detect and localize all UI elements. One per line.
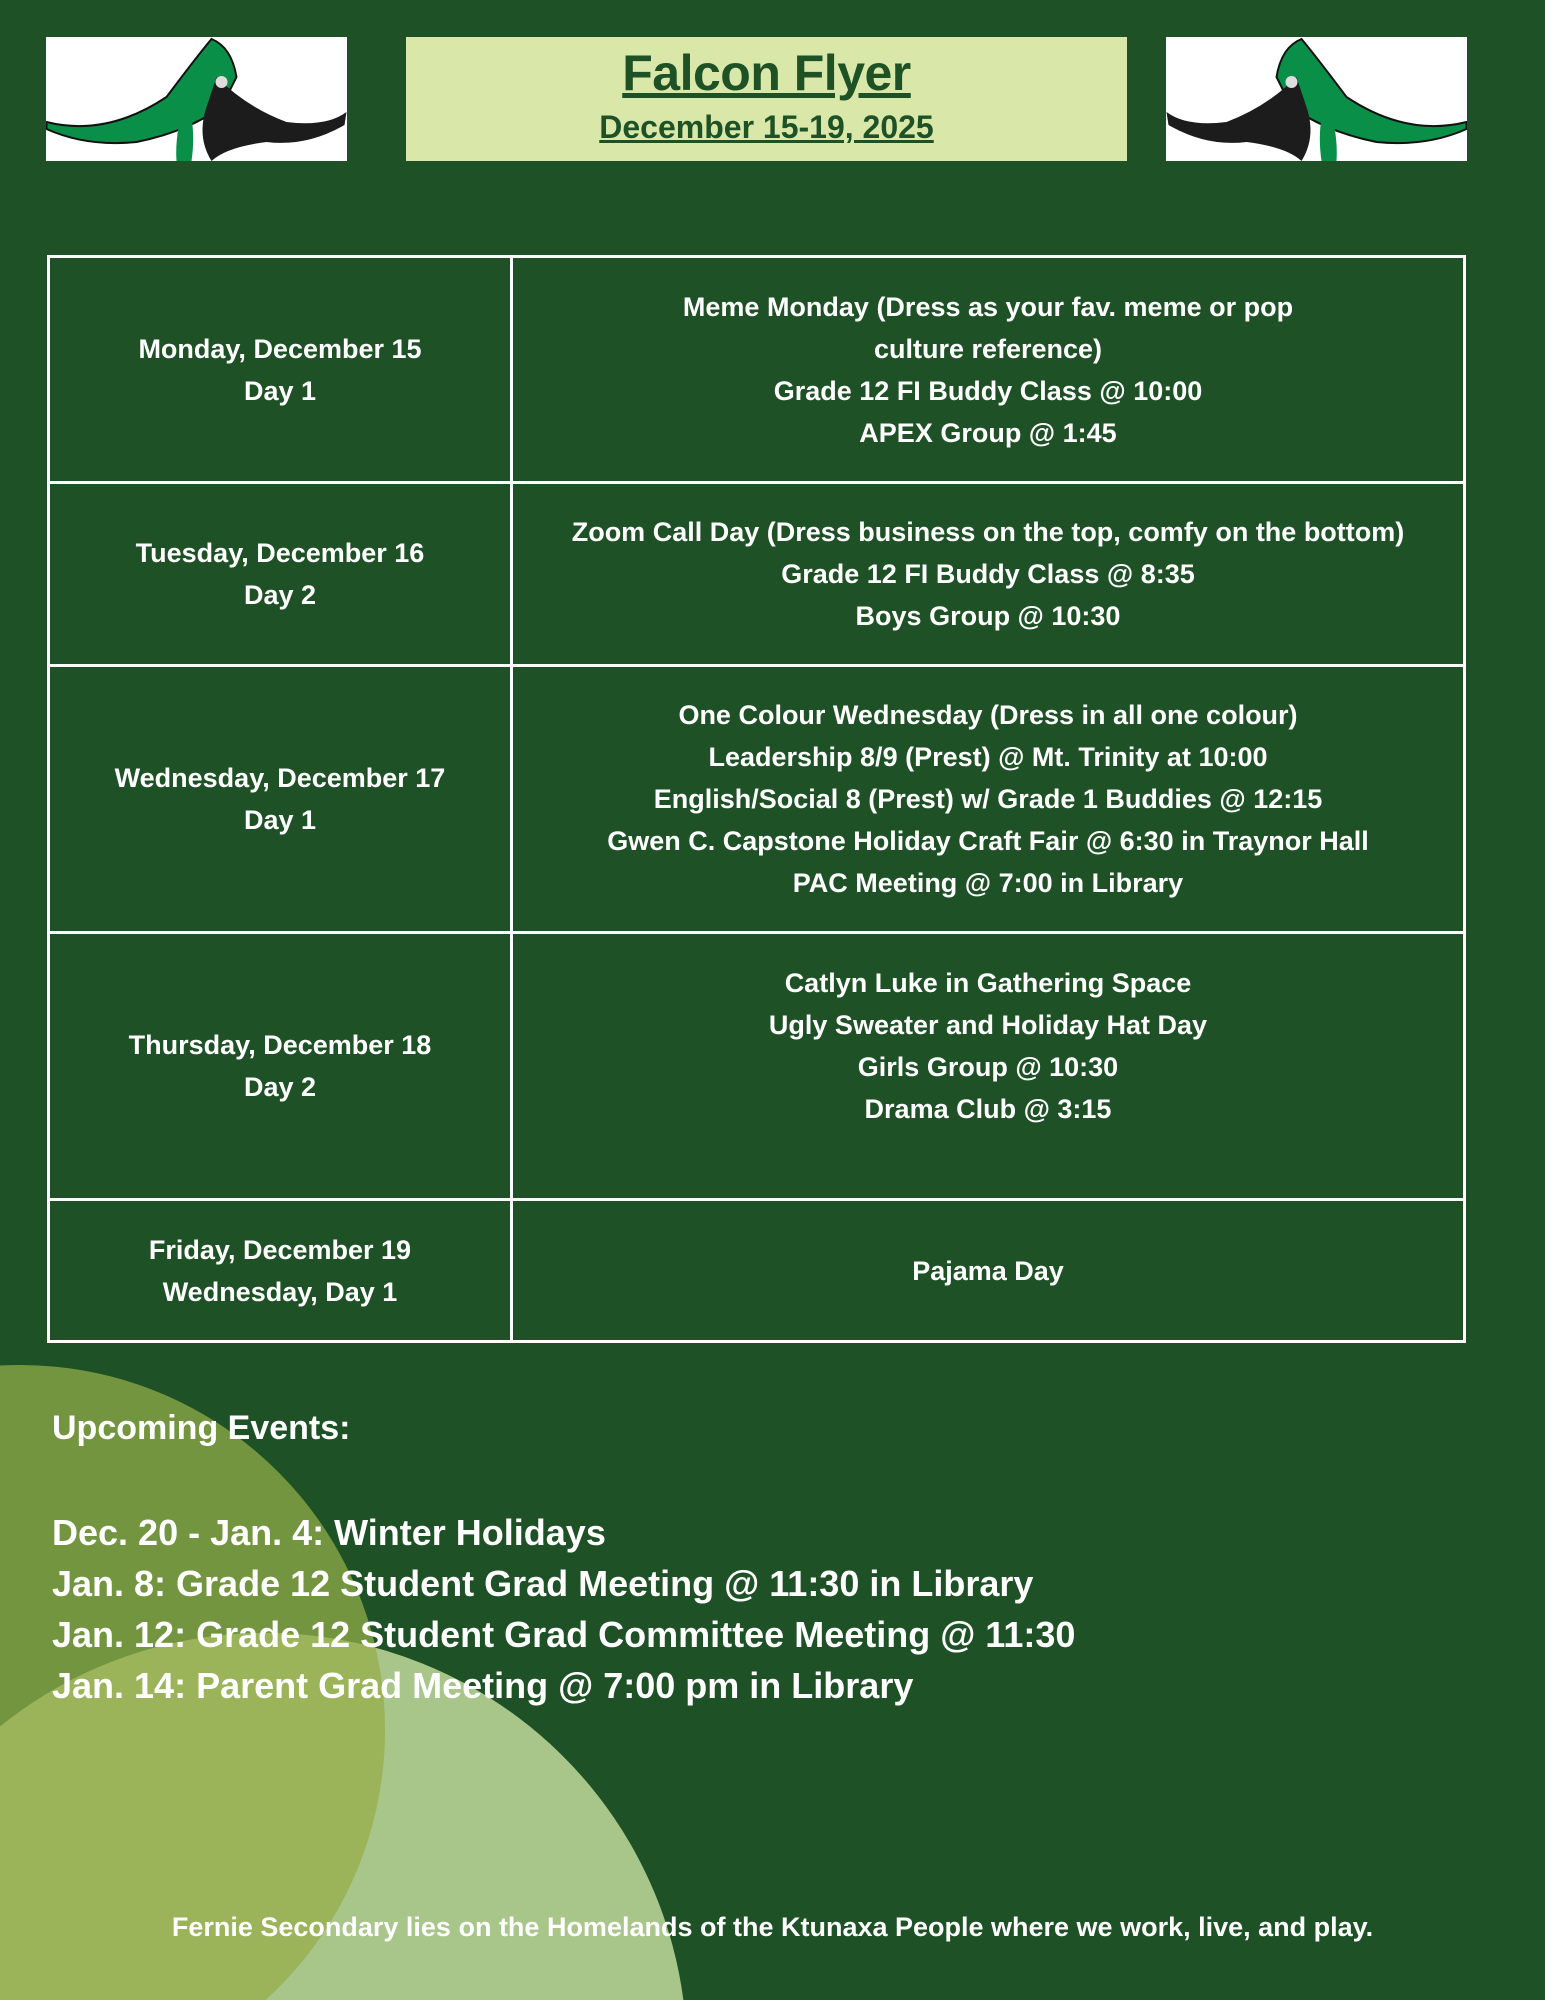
event: Pajama Day [912, 1255, 1064, 1286]
day-cell [49, 666, 512, 933]
event: Grade 12 FI Buddy Class @ 10:00 [773, 375, 1203, 406]
table-row [49, 257, 1465, 483]
event: Zoom Call Day (Dress business on the top, comfy on the bottom) [571, 517, 1405, 547]
upcoming-item: Dec. 20 - Jan. 4: Winter Holidays [52, 1512, 606, 1553]
title-banner [406, 37, 1127, 161]
event: Meme Monday (Dress as your fav. meme or pop culture reference) [682, 291, 1294, 364]
day-cell [49, 1200, 512, 1342]
newsletter-date-range: December 15-19, 2025 [599, 109, 934, 145]
newsletter-title: Falcon Flyer [622, 45, 911, 101]
falcon-icon [1166, 37, 1467, 161]
table-row [49, 1200, 1465, 1342]
table-row [49, 933, 1465, 1200]
event: APEX Group @ 1:45 [859, 417, 1117, 448]
weekly-schedule-table [47, 255, 1466, 1343]
day-label: Tuesday, December 16 [135, 538, 425, 568]
day-label: Wednesday, December 17 [114, 763, 446, 793]
upcoming-item: Jan. 12: Grade 12 Student Grad Committee Meeting @ 11:30 [52, 1614, 1076, 1655]
falcon-logo-left [46, 37, 347, 161]
day-cell [49, 257, 512, 483]
event: Leadership 8/9 (Prest) @ Mt. Trinity at 10:00 [708, 742, 1268, 772]
events-cell [512, 666, 1465, 933]
upcoming-item: Jan. 14: Parent Grad Meeting @ 7:00 pm in Library [52, 1665, 914, 1706]
event: Girls Group @ 10:30 [857, 1052, 1119, 1082]
event: English/Social 8 (Prest) w/ Grade 1 Buddies @ 12:15 [653, 784, 1323, 814]
events-cell [512, 933, 1465, 1200]
day-cycle: Wednesday, Day 1 [162, 1276, 398, 1307]
falcon-logo-right [1166, 37, 1467, 161]
day-label: Thursday, December 18 [128, 1030, 432, 1060]
day-cell [49, 933, 512, 1200]
day-label: Monday, December 15 [138, 333, 422, 364]
table-row [49, 666, 1465, 933]
day-label: Friday, December 19 [148, 1234, 412, 1265]
upcoming-events [52, 1405, 1075, 1711]
event: PAC Meeting @ 7:00 in Library [792, 868, 1184, 898]
day-cycle: Day 2 [243, 1072, 317, 1102]
event: Grade 12 FI Buddy Class @ 8:35 [781, 559, 1195, 589]
events-cell [512, 1200, 1465, 1342]
upcoming-item: Jan. 8: Grade 12 Student Grad Meeting @ 11:30 in Library [52, 1563, 1034, 1604]
day-cycle: Day 1 [243, 375, 317, 406]
table-row [49, 483, 1465, 666]
event: Catlyn Luke in Gathering Space [784, 968, 1192, 998]
event: Drama Club @ 3:15 [864, 1094, 1112, 1124]
land-acknowledgement: Fernie Secondary lies on the Homelands of the Ktunaxa People where we work, live, and play. [171, 1912, 1374, 1942]
events-cell [512, 483, 1465, 666]
falcon-icon [46, 37, 347, 161]
event: Boys Group @ 10:30 [855, 601, 1121, 631]
day-cell [49, 483, 512, 666]
events-cell [512, 257, 1465, 483]
event: Gwen C. Capstone Holiday Craft Fair @ 6:30 in Traynor Hall [607, 826, 1369, 856]
event: One Colour Wednesday (Dress in all one colour) [678, 700, 1298, 730]
day-cycle: Day 2 [243, 580, 317, 610]
day-cycle: Day 1 [243, 805, 317, 835]
upcoming-heading: Upcoming Events: [52, 1409, 351, 1447]
event: Ugly Sweater and Holiday Hat Day [768, 1010, 1208, 1040]
